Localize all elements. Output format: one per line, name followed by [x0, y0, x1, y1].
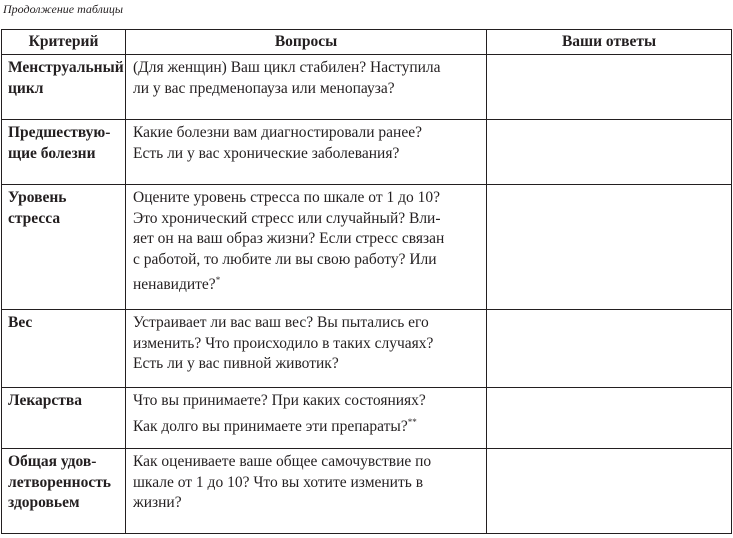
table-row: [2, 55, 732, 120]
questions-cell: [126, 310, 487, 388]
answer-cell[interactable]: [487, 388, 732, 449]
table-header-row: [2, 30, 732, 55]
criterion-text: Уровень стресса: [8, 189, 67, 227]
criterion-cell: [2, 310, 126, 388]
criterion-cell: [2, 388, 126, 449]
criterion-text: Общая удов- летворенность здоровьем: [8, 453, 112, 511]
questions-cell: [126, 185, 487, 310]
criterion-cell: [2, 449, 126, 534]
criterion-text: Предшествую- щие болезни: [8, 124, 111, 162]
answer-cell[interactable]: [487, 120, 732, 185]
table-row: [2, 449, 732, 534]
header-questions: Вопросы: [126, 30, 487, 55]
header-criterion: Критерий: [2, 30, 126, 55]
questions-text: Устраивает ли вас ваш вес? Вы пытались его изменить? Что происходило в таких случаях? Есть ли у вас пивной животик?: [133, 314, 434, 372]
questions-text: Как оцениваете ваше общее самочувствие по шкале от 1 до 10? Что вы хотите изменить в жизни?: [133, 453, 432, 511]
table-row: [2, 310, 732, 388]
answer-cell[interactable]: [487, 55, 732, 120]
table-row: [2, 388, 732, 449]
table-row: [2, 120, 732, 185]
questions-cell: [126, 55, 487, 120]
table-row: [2, 185, 732, 310]
questions-text: (Для женщин) Ваш цикл стабилен? Наступила ли у вас предменопауза или менопауза?: [133, 59, 441, 97]
criterion-text: Лекарства: [8, 392, 83, 409]
criterion-text: Вес: [8, 314, 33, 331]
questions-text: Оцените уровень стресса по шкале от 1 до 10? Это хронический стресс или случайный? Вли- яет он на ваш образ жизни? Если стресс связан с работой, то любите ли вы свою работу? Или ненавидите?*: [133, 189, 445, 294]
answer-cell[interactable]: [487, 310, 732, 388]
criterion-cell: [2, 120, 126, 185]
table-caption: Продолжение таблицы: [3, 2, 124, 16]
header-answers: Ваши ответы: [487, 30, 732, 55]
answer-cell[interactable]: [487, 185, 732, 310]
criterion-text: Менструальный цикл: [8, 59, 124, 97]
questions-text: Какие болезни вам диагностировали ранее? Есть ли у вас хронические заболевания?: [133, 124, 422, 162]
questions-cell: [126, 120, 487, 185]
questions-text: Что вы принимаете? При каких состояниях? Как долго вы принимаете эти препараты?**: [133, 392, 426, 435]
questions-cell: [126, 388, 487, 449]
answer-cell[interactable]: [487, 449, 732, 534]
questions-cell: [126, 449, 487, 534]
questionnaire-table: [1, 29, 732, 534]
criterion-cell: [2, 55, 126, 120]
criterion-cell: [2, 185, 126, 310]
